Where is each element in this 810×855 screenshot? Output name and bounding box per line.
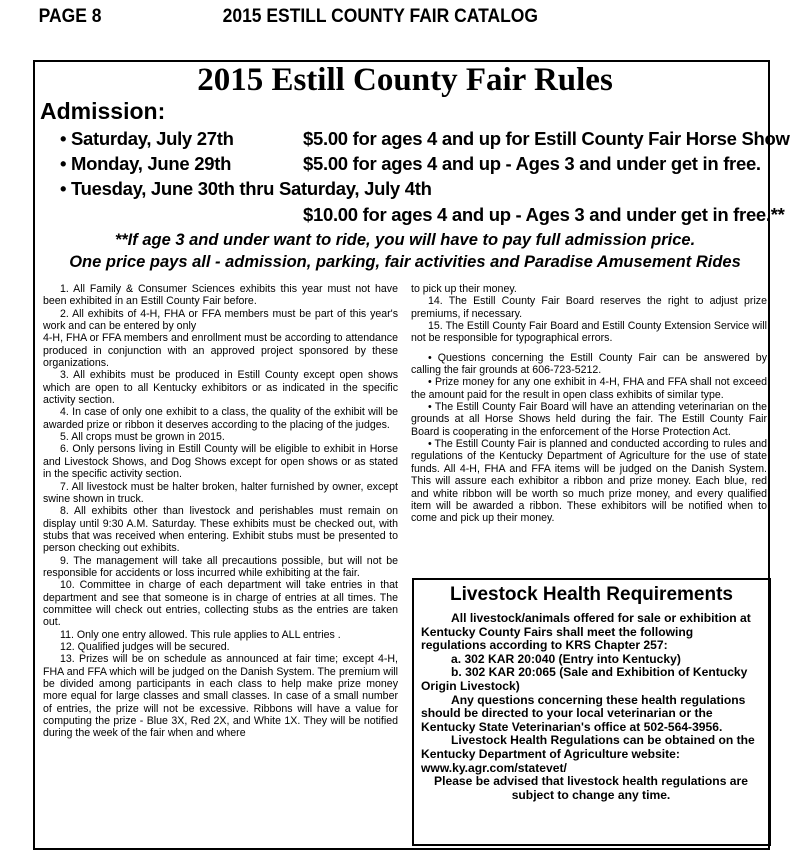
admission-price: $5.00 for ages 4 and up - Ages 3 and under get in free.: [303, 153, 761, 174]
livestock-website: Livestock Health Regulations can be obtained on the Kentucky Department of Agriculture website: www.ky.agr.com/statevet/: [421, 733, 755, 775]
rule-paragraph: 2. All exhibits of 4-H, FHA or FFA members must be part of this year's work and can be entered by only: [43, 307, 398, 333]
rule-paragraph: • The Estill County Fair is planned and conducted according to rules and regulations of the Kentucky Department of Agriculture for the use of state funds. All 4-H, FHA and FFA items will be judged on the Danish System. This will assure each exhibitor a ribbon and prize money. Each blue, red and white ribbon will be worth so much prize money, and every qualified item will be awarded a ribbon. These exhibitors will be notified when to come and pick up their money.: [411, 438, 767, 525]
rule-paragraph: • Questions concerning the Estill County Fair can be answered by calling the fair grounds at 606-723-5212.: [411, 351, 767, 377]
rule-paragraph: 12. Qualified judges will be secured.: [60, 640, 230, 653]
livestock-item-b: b. 302 KAR 20:065 (Sale and Exhibition of Kentucky Origin Livestock): [421, 665, 748, 693]
livestock-advisory: Please be advised that livestock health regulations are subject to change any time.: [434, 774, 748, 802]
admission-heading: Admission:: [40, 98, 166, 124]
admission-note-price: One price pays all - admission, parking, fair activities and Paradise Amusement Rides: [69, 253, 741, 271]
admission-row: [60, 128, 790, 150]
rules-right-column: [411, 283, 767, 525]
livestock-health-body: [421, 612, 761, 802]
rule-paragraph: 13. Prizes will be on schedule as announced at fair time; except 4-H, FHA and FFA which will be judged on the Danish System. The premium will be divided among participants in each class to help make prize money more equal for large classes and small classes. In case of a small number of entries, the prize will not be excessive. Ribbons will have a value for computing the prize - Blue 3X, Red 2X, and White 1X. They will be notified during the week of the fair when and where: [43, 653, 398, 740]
rule-paragraph: 4-H, FHA or FFA members and enrollment must be according to attendance produced in conjunction with an approved project sponsored by these organizations.: [43, 332, 398, 370]
rule-paragraph: to pick up their money.: [411, 283, 517, 295]
rule-paragraph: 14. The Estill County Fair Board reserves the right to adjust prize premiums, if necessary.: [411, 295, 767, 320]
rule-paragraph: 7. All livestock must be halter broken, halter furnished by owner, except swine shown in truck.: [43, 480, 398, 505]
rule-paragraph: 8. All exhibits other than livestock and perishables must remain on display until 9:30 A.M. Saturday. These exhibits must be checked out, with stubs that was received when entering. Exhibit stubs must be presented to person checking out exhibits.: [43, 505, 398, 555]
rule-paragraph: 1. All Family & Consumer Sciences exhibits this year must not have been exhibited in an Estill County Fair before.: [43, 283, 398, 308]
admission-day: • Monday, June 29th: [60, 153, 232, 174]
rule-paragraph: 3. All exhibits must be produced in Estill County except open shows which are open to all Kentucky exhibitors or as indicated in the specific activity section.: [43, 369, 398, 407]
page-number: PAGE 8: [38, 6, 102, 27]
rule-paragraph: 5. All crops must be grown in 2015.: [60, 431, 225, 444]
rule-paragraph: 6. Only persons living in Estill County will be eligible to exhibit in Horse and Livestock Shows, and Dog Shows except for open shows or as stated in the specific activity section.: [43, 443, 398, 481]
rules-left-column: [43, 283, 398, 740]
admission-row: [303, 204, 785, 226]
rule-paragraph: 9. The management will take all precautions possible, but will not be responsible for accidents or loss incurred while exhibiting at the fair.: [43, 554, 398, 579]
rule-paragraph: 15. The Estill County Fair Board and Estill County Extension Service will not be responsible for typographical errors.: [411, 320, 767, 345]
admission-row: [60, 153, 761, 175]
livestock-questions: Any questions concerning these health regulations should be directed to your local veterinarian or the Kentucky State Veterinarian's office at 502-564-3956.: [421, 692, 746, 734]
admission-day: • Tuesday, June 30th thru Saturday, July 4th: [60, 178, 432, 199]
catalog-title: 2015 ESTILL COUNTY FAIR CATALOG: [222, 6, 538, 27]
livestock-intro: All livestock/animals offered for sale or exhibition at Kentucky County Fairs shall meet the following regulations according to KRS Chapter 257:: [421, 611, 751, 653]
admission-price: $5.00 for ages 4 and up for Estill County Fair Horse Show: [303, 128, 790, 149]
admission-price: $10.00 for ages 4 and up - Ages 3 and under get in free.**: [303, 204, 785, 225]
rule-paragraph: 10. Committee in charge of each department will take entries in that department and see that someone is in charge of entries at all times. The committee will check out entries, collecting stubs as the entries are taken out.: [43, 579, 398, 629]
rule-paragraph: • The Estill County Fair Board will have an attending veterinarian on the grounds at all Horse Shows held during the fair. The Estill County Fair Board is cooperating in the enforcement of the Horse Protection Act.: [411, 401, 767, 438]
admission-row: [60, 178, 432, 200]
rule-paragraph: 11. Only one entry allowed. This rule applies to ALL entries .: [60, 628, 341, 641]
rule-paragraph: • Prize money for any one exhibit in 4-H, FHA and FFA shall not exceed the amount paid for the result in open class exhibits of similar type.: [411, 376, 767, 401]
rule-paragraph: 4. In case of only one exhibit to a class, the quality of the exhibit will be awarded prize or ribbon it deserves according to the placing of the judges.: [43, 406, 398, 431]
page-title: 2015 Estill County Fair Rules: [197, 62, 613, 98]
admission-note-ride: **If age 3 and under want to ride, you will have to pay full admission price.: [114, 231, 696, 249]
admission-day: • Saturday, July 27th: [60, 128, 234, 149]
page-header: [0, 2, 745, 32]
livestock-item-a: a. 302 KAR 20:040 (Entry into Kentucky): [451, 651, 681, 666]
livestock-health-title: Livestock Health Requirements: [450, 584, 733, 605]
